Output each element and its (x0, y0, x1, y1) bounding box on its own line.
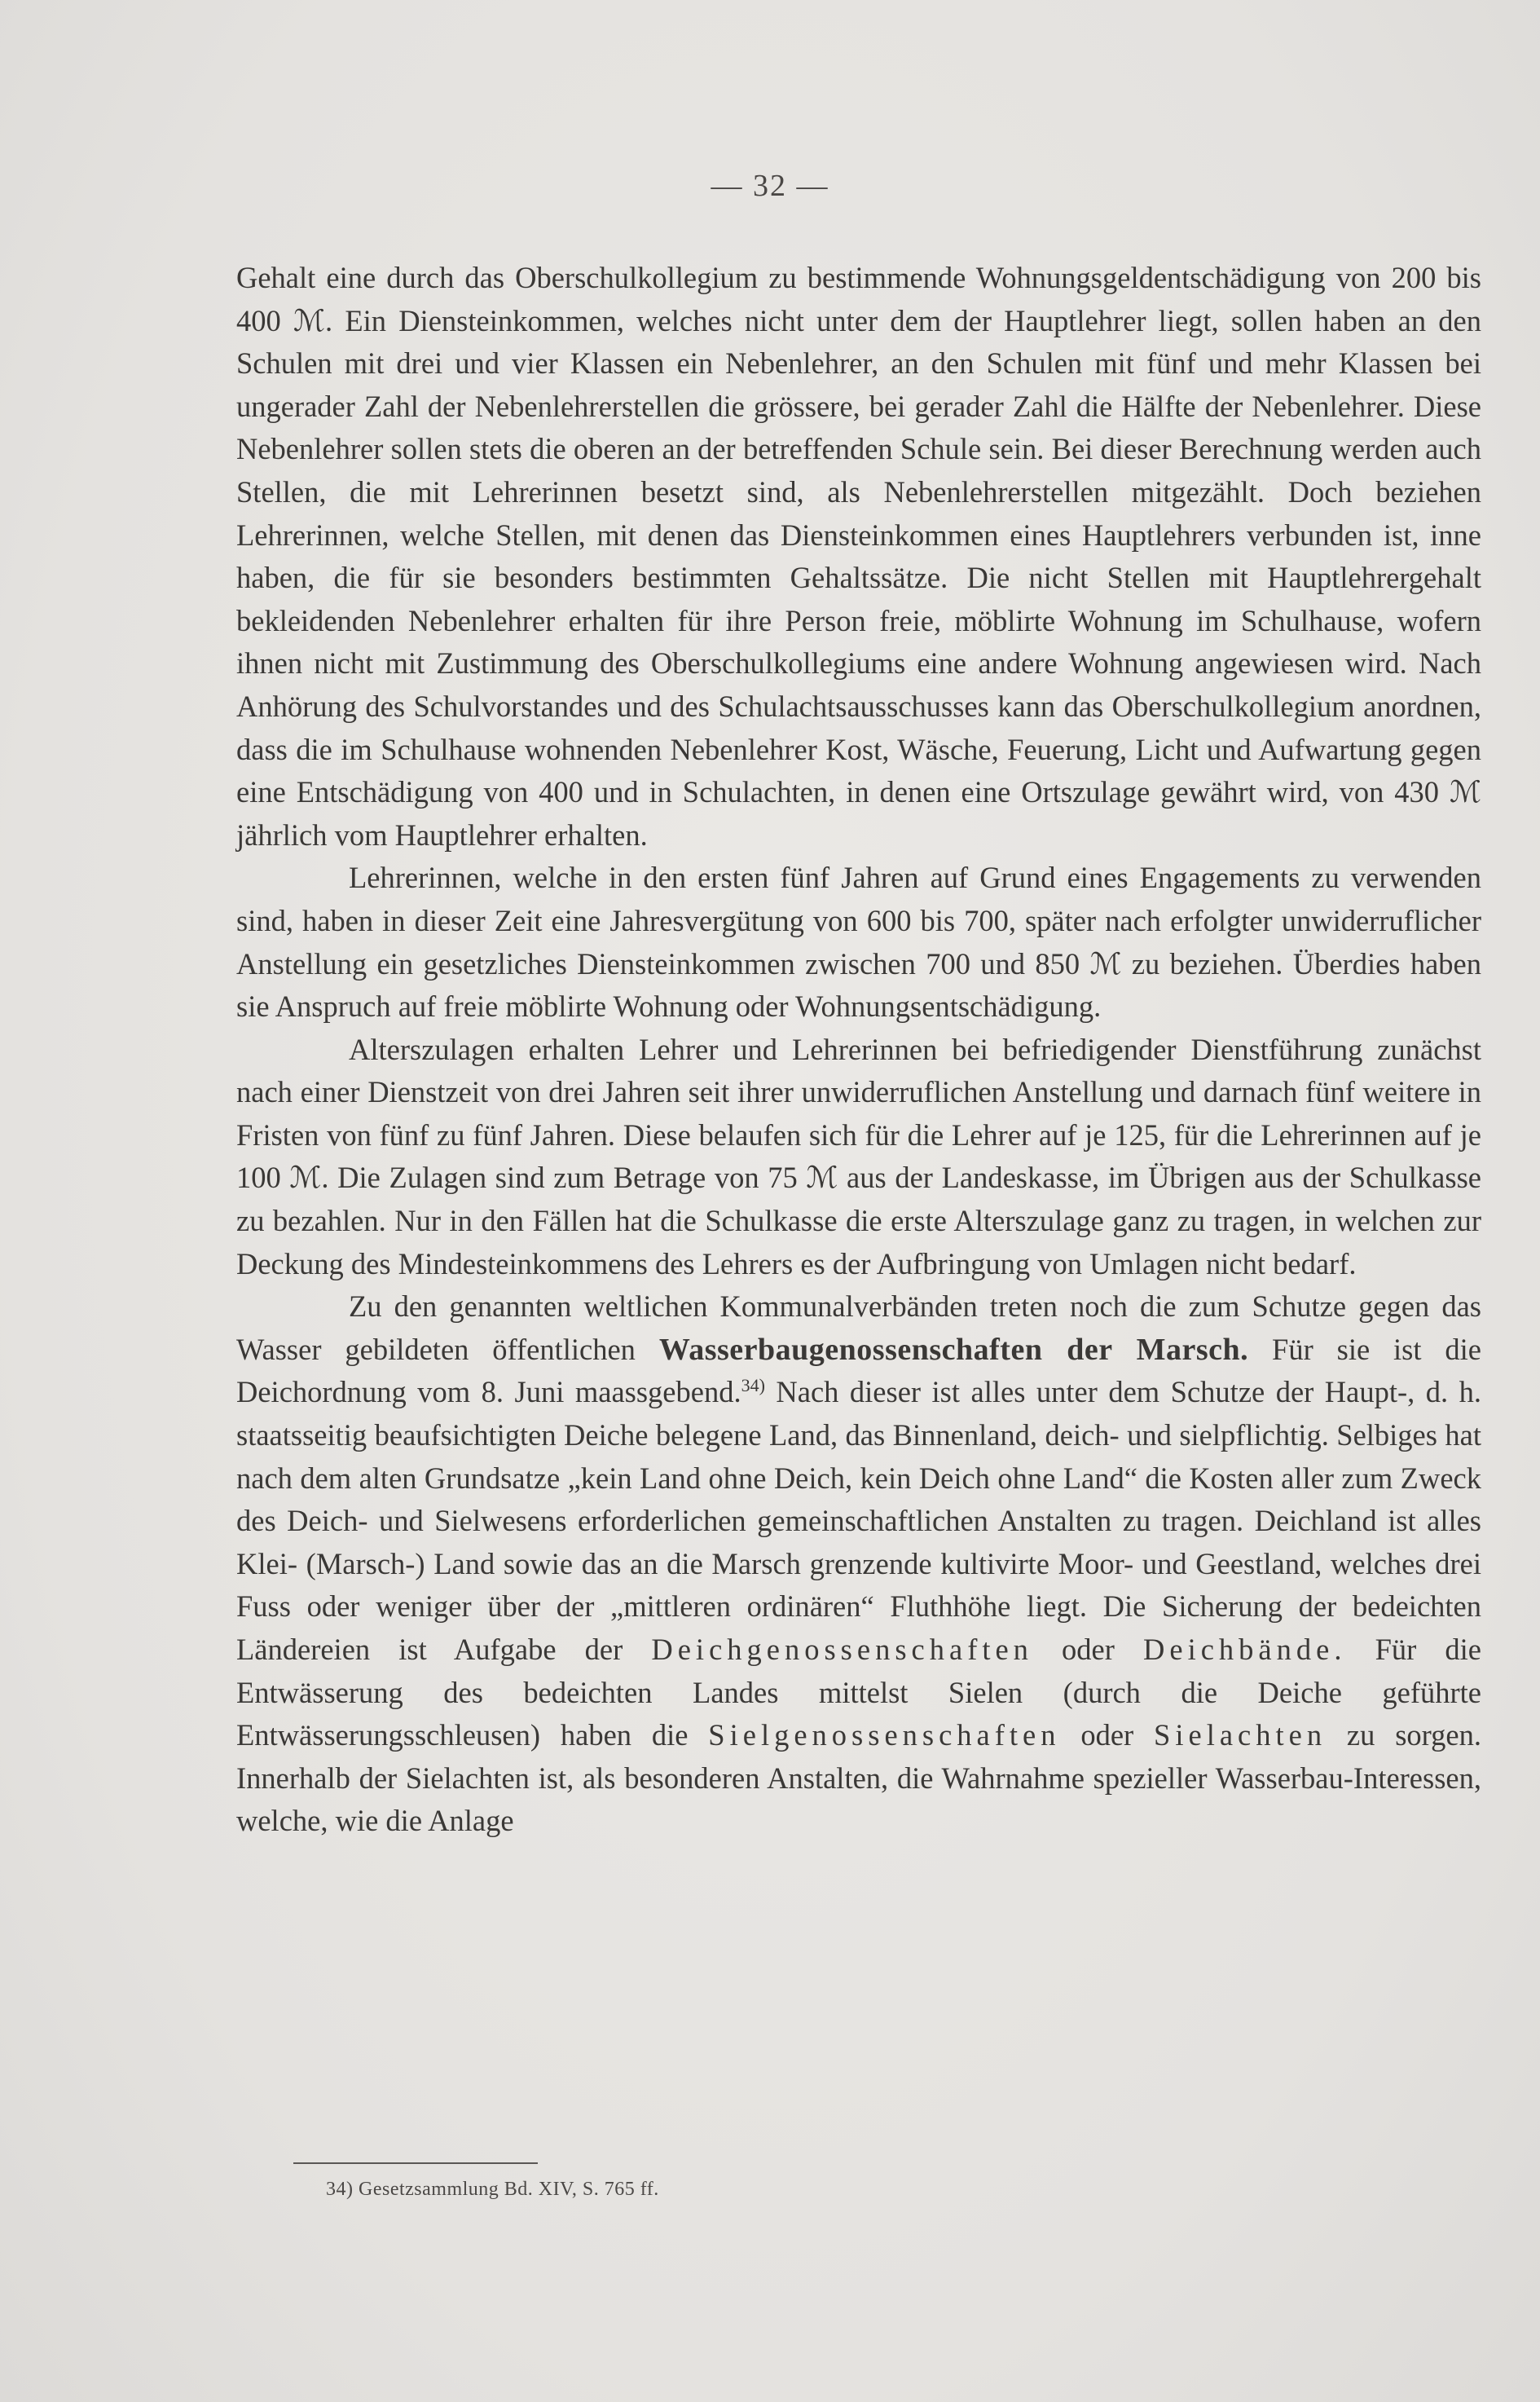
paragraph-text: Lehrerinnen, welche in den ersten fünf Jahren auf Grund eines Engagements zu verwenden sind, haben in dieser Zeit eine Jahresvergütung von 600 bis 700, später nach erfolgter unwiderruflicher Anstellung ein gesetzliches Diensteinkommen zwischen 700 und 850 ℳ zu beziehen. Überdies haben sie Anspruch auf freie möblirte Wohnung oder Wohnungsentschädigung. (236, 861, 1481, 1024)
paragraph-age-allowances (236, 1029, 1481, 1286)
paragraph-text: Für die Entwässerung des bedeichten Landes mittelst Sielen (durch die Deiche geführte Entwässerungsschleusen) haben die (236, 1633, 1482, 1752)
paragraph-text: Nach dieser ist alles unter dem Schutze der Haupt-, d. h. staatsseitig beaufsichtigten Deiche belegene Land, das Binnenland, deich- und sielpflichtig. Selbiges hat nach dem alten Grundsatze „kein Land ohne Deich, kein Deich ohne Land“ die Kosten aller zum Zweck des Deich- und Sielwesens erforderlichen gemeinschaftlichen Anstalten zu tragen. Deichland ist alles Klei- (Marsch-) Land sowie das an die Marsch grenzende kultivirte Moor- und Geestland, welches drei Fuss oder weniger über der „mittleren ordinären“ Fluthhöhe liegt. Die Sicherung der bedeichten Ländereien ist Aufgabe der (236, 1375, 1481, 1666)
paragraph-text: Für sie ist die Deichordnung vom 8. Juni maassgebend. (236, 1332, 1481, 1409)
footnote: 34) Gesetzsammlung Bd. XIV, S. 765 ff. (326, 2179, 659, 2200)
paragraph-text: Gehalt eine durch das Oberschulkollegium zu bestimmende Wohnungsgeldentschädigung von 200 bis 400 ℳ. Ein Diensteinkommen, welches nicht unter dem der Hauptlehrer liegt, sollen haben an den Schulen mit drei und vier Klassen ein Nebenlehrer, an den Schulen mit fünf und mehr Klassen bei ungerader Zahl der Nebenlehrerstellen die grössere, bei gerader Zahl die Hälfte der Nebenlehrer. Diese Nebenlehrer sollen stets die oberen an der betreffenden Schule sein. Bei dieser Berechnung werden auch Stellen, die mit Lehrerinnen besetzt sind, als Nebenlehrerstellen mitgezählt. Doch beziehen Lehrerinnen, welche Stellen, mit denen das Diensteinkommen eines Hauptlehrers verbunden ist, inne haben, die für sie besonders bestimmten Gehaltssätze. Die nicht Stellen mit Hauptlehrergehalt bekleidenden Nebenlehrer erhalten für ihre Person freie, möblirte Wohnung im Schulhause, wofern ihnen nicht mit Zustimmung des Oberschulkollegiums eine andere Wohnung angewiesen wird. Nach Anhörung des Schulvorstandes und des Schulachtsausschusses kann das Oberschulkollegium anordnen, dass die im Schulhause wohnenden Nebenlehrer Kost, Wäsche, Feuerung, Licht und Aufwartung gegen eine Entschädigung von 400 und in Schulachten, in denen eine Ortszulage gewährt wird, von 430 ℳ jährlich vom Hauptlehrer erhalten. (236, 261, 1481, 852)
spaced-term: Deichbände. (1143, 1633, 1347, 1666)
body-text (236, 257, 1481, 1843)
footnote-divider (293, 2162, 538, 2164)
paragraph-text: Zu den genannten weltlichen Kommunalverbänden treten noch die zum Schutze gegen das Wasser gebildeten öffentlichen (236, 1289, 1481, 1366)
heading-emphasis: Wasserbaugenossenschaften der Marsch. (658, 1332, 1249, 1367)
paragraph-text: zu sorgen. Innerhalb der Sielachten ist, als besonderen Anstalten, die Wahrnahme spezieller Wasserbau-Interessen, welche, wie die Anlage (236, 1718, 1481, 1838)
paragraph-text: Alterszulagen erhalten Lehrer und Lehrerinnen bei befriedigender Dienstführung zunächst nach einer Dienstzeit von drei Jahren seit ihrer unwiderruflichen Anstellung und darnach fünf weitere in Fristen von fünf zu fünf Jahren. Diese belaufen sich für die Lehrer auf je 125, für die Lehrerinnen auf je 100 ℳ. Die Zulagen sind zum Betrage von 75 ℳ aus der Landeskasse, im Übrigen aus der Schulkasse zu bezahlen. Nur in den Fällen hat die Schulkasse die erste Alterszulage ganz zu tragen, in welchen zur Deckung des Mindesteinkommens des Lehrers es der Aufbringung von Umlagen nicht bedarf. (236, 1032, 1481, 1280)
paragraph-text: oder (1060, 1718, 1155, 1752)
paragraph-text: oder (1032, 1633, 1144, 1666)
page-number: — 32 — (711, 169, 829, 203)
footnote-ref: 34) (741, 1375, 765, 1396)
spaced-term: Deichgenossenschaften (651, 1633, 1033, 1666)
spaced-term: Sielgenossenschaften (708, 1718, 1061, 1752)
paragraph-salary (236, 257, 1481, 857)
paragraph-teachers-female (236, 857, 1481, 1028)
paragraph-water-cooperatives (236, 1285, 1481, 1843)
spaced-term: Sielachten (1154, 1718, 1327, 1752)
